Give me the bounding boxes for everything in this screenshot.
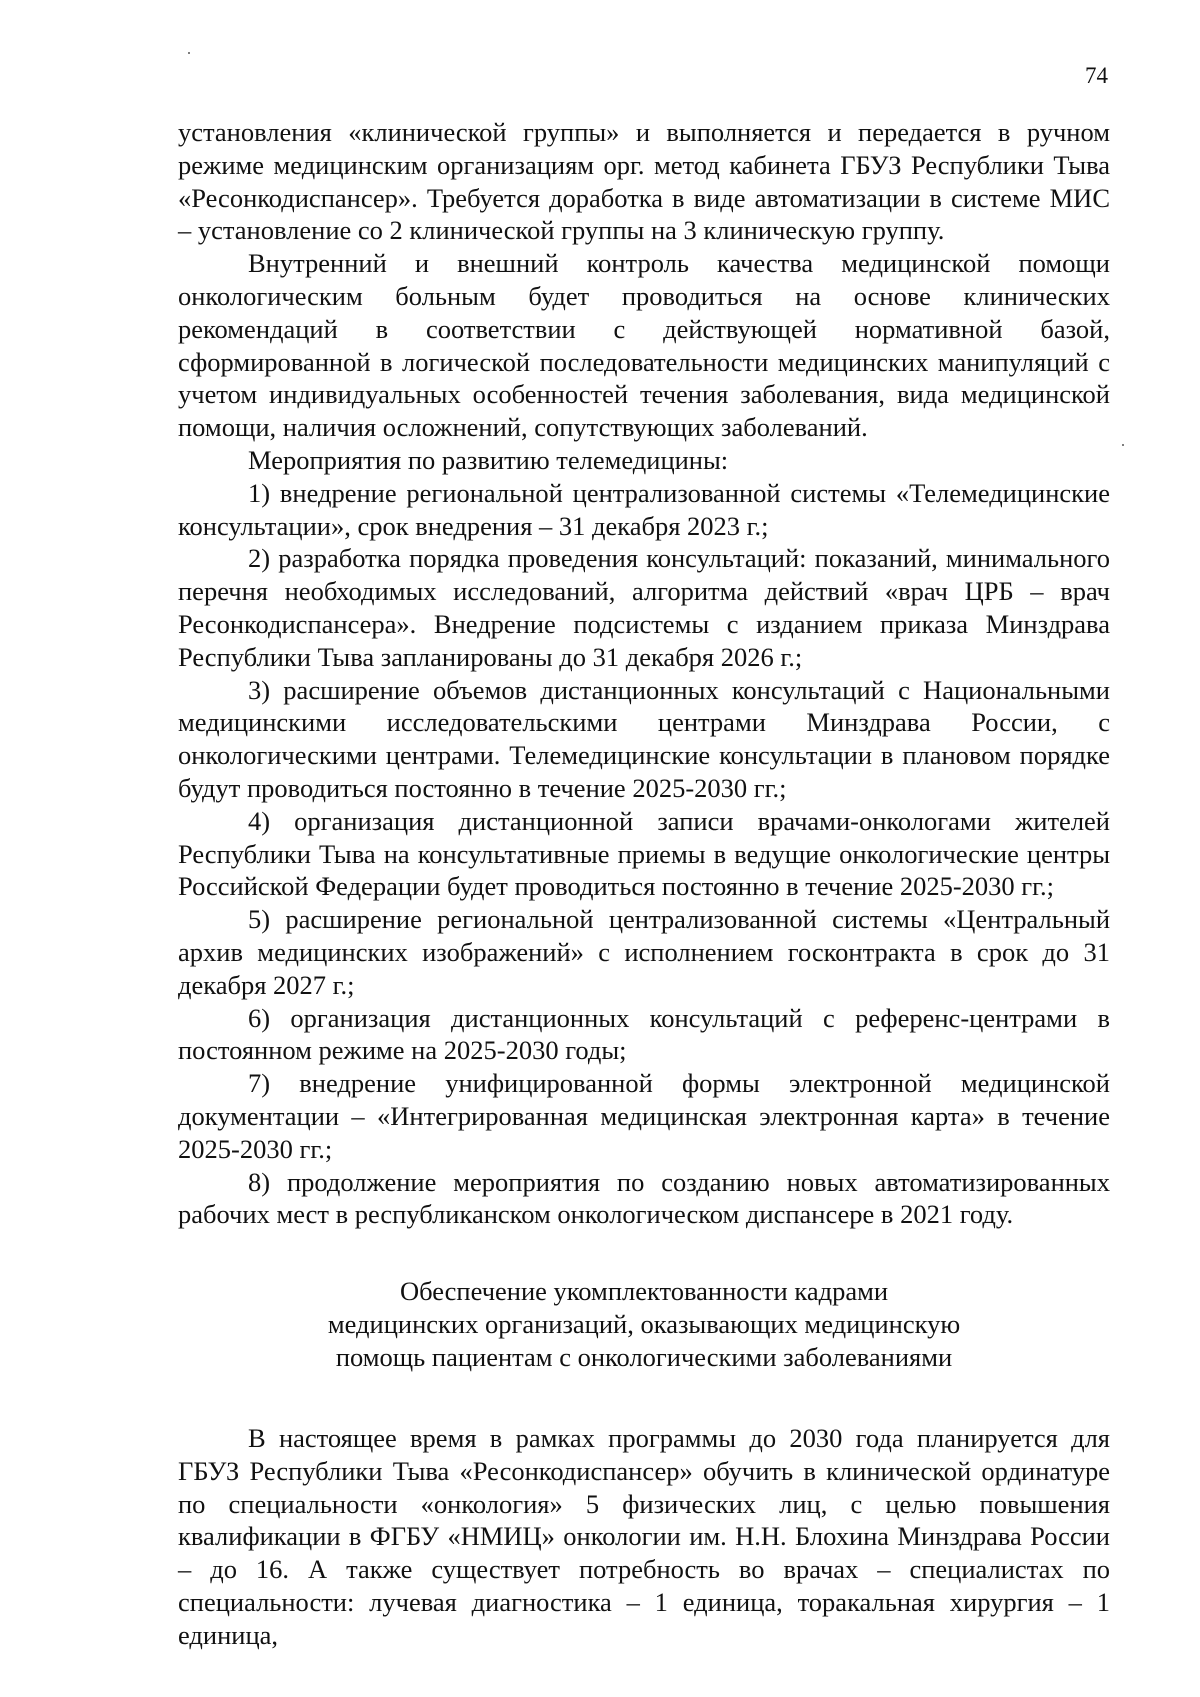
section-heading-line: Обеспечение укомплектованности кадрами [399, 1276, 889, 1307]
list-item: 6) организация дистанционных консультаций с референс-центрами в постоянном режиме на 2025-2030 годы; [178, 1002, 1110, 1066]
list-item: 5) расширение региональной централизованной системы «Центральный архив медицинских изображений» с исполнением госконтракта в срок до 31 декабря 2027 г.; [178, 904, 1110, 1000]
body-paragraph: Внутренний и внешний контроль качества медицинской помощи онкологическим больным будет проводиться на основе клинических рекомендаций в соответствии с действующей нормативной базой, сформированной в логической последовательности медицинских манипуляций с учетом индивидуальных особенностей течения заболевания, вида медицинской помощи, наличия осложнений, сопутствующих заболеваний. [178, 248, 1110, 443]
list-item: 3) расширение объемов дистанционных консультаций с Национальными медицинскими исследовательскими центрами Минздрава России, с онкологическими центрами. Телемедицинские консультации в плановом порядке будут проводиться постоянно в течение 2025-2030 гг.; [178, 674, 1110, 803]
body-paragraph: В настоящее время в рамках программы до 2030 года планируется для ГБУЗ Республики Тыва «Ресонкодиспансер» обучить в клинической ординатуре по специальности «онкология» 5 физических лиц, с целью повышения квалификации в ФГБУ «НМИЦ» онкологии им. Н.Н. Блохина Минздрава России – до 16. А также существует потребность во врачах – специалистах по специальности: лучевая диагностика – 1 единица, торакальная хирургия – 1 единица, [178, 1423, 1110, 1650]
section-heading [178, 1275, 1110, 1374]
list-item: 4) организация дистанционной записи врачами-онкологами жителей Республики Тыва на консультативные приемы в ведущие онкологические центры Российской Федерации будет проводиться постоянно в течение 2025-2030 гг.; [178, 805, 1110, 902]
list-item: 7) внедрение унифицированной формы электронной медицинской документации – «Интегрированная медицинская электронная карта» в течение 2025-2030 гг.; [178, 1068, 1110, 1164]
list-item: 8) продолжение мероприятия по созданию новых автоматизированных рабочих мест в республиканском онкологическом диспансере в 2021 году. [178, 1166, 1110, 1230]
section-heading-line: медицинских организаций, оказывающих медицинскую [327, 1309, 961, 1340]
scan-speck [1122, 444, 1124, 446]
list-item: 1) внедрение региональной централизованной системы «Телемедицинские консультации», срок внедрения – 31 декабря 2023 г.; [178, 477, 1110, 541]
document-body [178, 116, 1110, 1652]
scan-speck [188, 52, 190, 54]
page-number: 74 [1085, 63, 1108, 88]
list-item: 2) разработка порядка проведения консультаций: показаний, минимального перечня необходимых исследований, алгоритма действий «врач ЦРБ – врач Ресонкодиспансера». Внедрение подсистемы с изданием приказа Минздрава Республики Тыва запланированы до 31 декабря 2026 г.; [178, 543, 1110, 672]
section-heading-line: помощь пациентам с онкологическими заболеваниями [335, 1342, 953, 1373]
list-intro: Мероприятия по развитию телемедицины: [248, 444, 729, 475]
body-paragraph: установления «клинической группы» и выполняется и передается в ручном режиме медицинским организациям орг. метод кабинета ГБУЗ Республики Тыва «Ресонкодиспансер». Требуется доработка в виде автоматизации в системе МИС – установление со 2 клинической группы на 3 клиническую группу. [178, 117, 1110, 246]
telemedicine-list [178, 477, 1110, 1231]
